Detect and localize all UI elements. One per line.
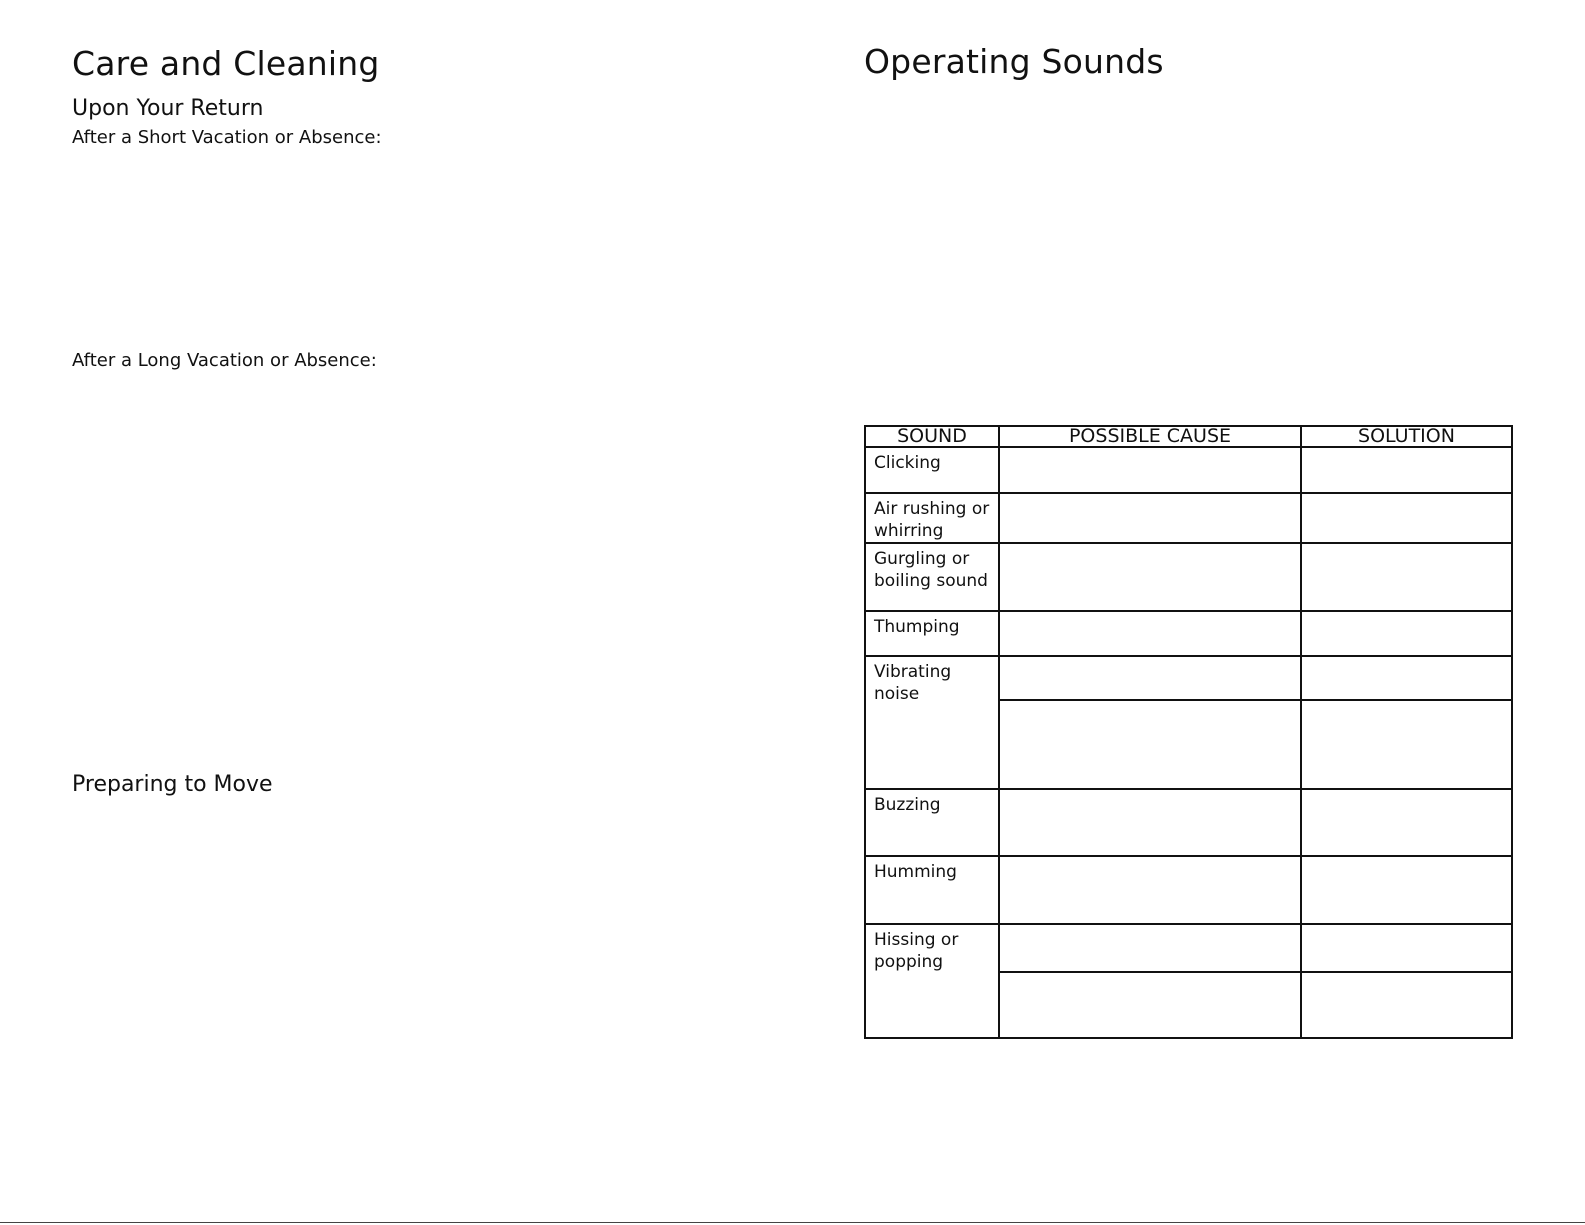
- solution-cell: [1301, 447, 1512, 493]
- table-row: [865, 543, 1512, 611]
- sound-cell-thumping: Thumping: [865, 611, 999, 656]
- column-header-possible-cause: POSSIBLE CAUSE: [999, 426, 1301, 447]
- solution-cell: [1301, 972, 1512, 1038]
- sound-cell-humming: Humming: [865, 856, 999, 924]
- sound-cell-gurgling: Gurgling or boiling sound: [865, 543, 999, 611]
- page-title-care-and-cleaning: Care and Cleaning: [72, 44, 380, 83]
- sound-cell-air-rushing: Air rushing or whirring: [865, 493, 999, 543]
- table-row: [865, 924, 1512, 972]
- solution-cell: [1301, 493, 1512, 543]
- cause-cell: [999, 700, 1301, 789]
- table-header-row: [865, 426, 1512, 447]
- footer-divider: [0, 1222, 1585, 1223]
- sound-cell-buzzing: Buzzing: [865, 789, 999, 856]
- solution-cell: [1301, 543, 1512, 611]
- solution-cell: [1301, 856, 1512, 924]
- table-row: [865, 493, 1512, 543]
- cause-cell: [999, 656, 1301, 700]
- section-heading-upon-your-return: Upon Your Return: [72, 96, 264, 121]
- sound-cell-vibrating: Vibrating noise: [865, 656, 999, 789]
- sound-cell-clicking: Clicking: [865, 447, 999, 493]
- solution-cell: [1301, 700, 1512, 789]
- column-header-sound: SOUND: [865, 426, 999, 447]
- table-row: [865, 447, 1512, 493]
- cause-cell: [999, 856, 1301, 924]
- cause-cell: [999, 447, 1301, 493]
- sound-cell-hissing: Hissing or popping: [865, 924, 999, 1038]
- solution-cell: [1301, 656, 1512, 700]
- solution-cell: [1301, 924, 1512, 972]
- page-title-operating-sounds: Operating Sounds: [864, 42, 1164, 81]
- cause-cell: [999, 543, 1301, 611]
- section-heading-preparing-to-move: Preparing to Move: [72, 772, 273, 797]
- cause-cell: [999, 789, 1301, 856]
- table-row: [865, 611, 1512, 656]
- solution-cell: [1301, 611, 1512, 656]
- cause-cell: [999, 493, 1301, 543]
- column-header-solution: SOLUTION: [1301, 426, 1512, 447]
- subheading-short-absence: After a Short Vacation or Absence:: [72, 127, 382, 148]
- cause-cell: [999, 611, 1301, 656]
- table-row: [865, 856, 1512, 924]
- operating-sounds-table: [864, 425, 1513, 1039]
- cause-cell: [999, 972, 1301, 1038]
- solution-cell: [1301, 789, 1512, 856]
- subheading-long-absence: After a Long Vacation or Absence:: [72, 350, 377, 371]
- cause-cell: [999, 924, 1301, 972]
- table-row: [865, 656, 1512, 700]
- table-row: [865, 789, 1512, 856]
